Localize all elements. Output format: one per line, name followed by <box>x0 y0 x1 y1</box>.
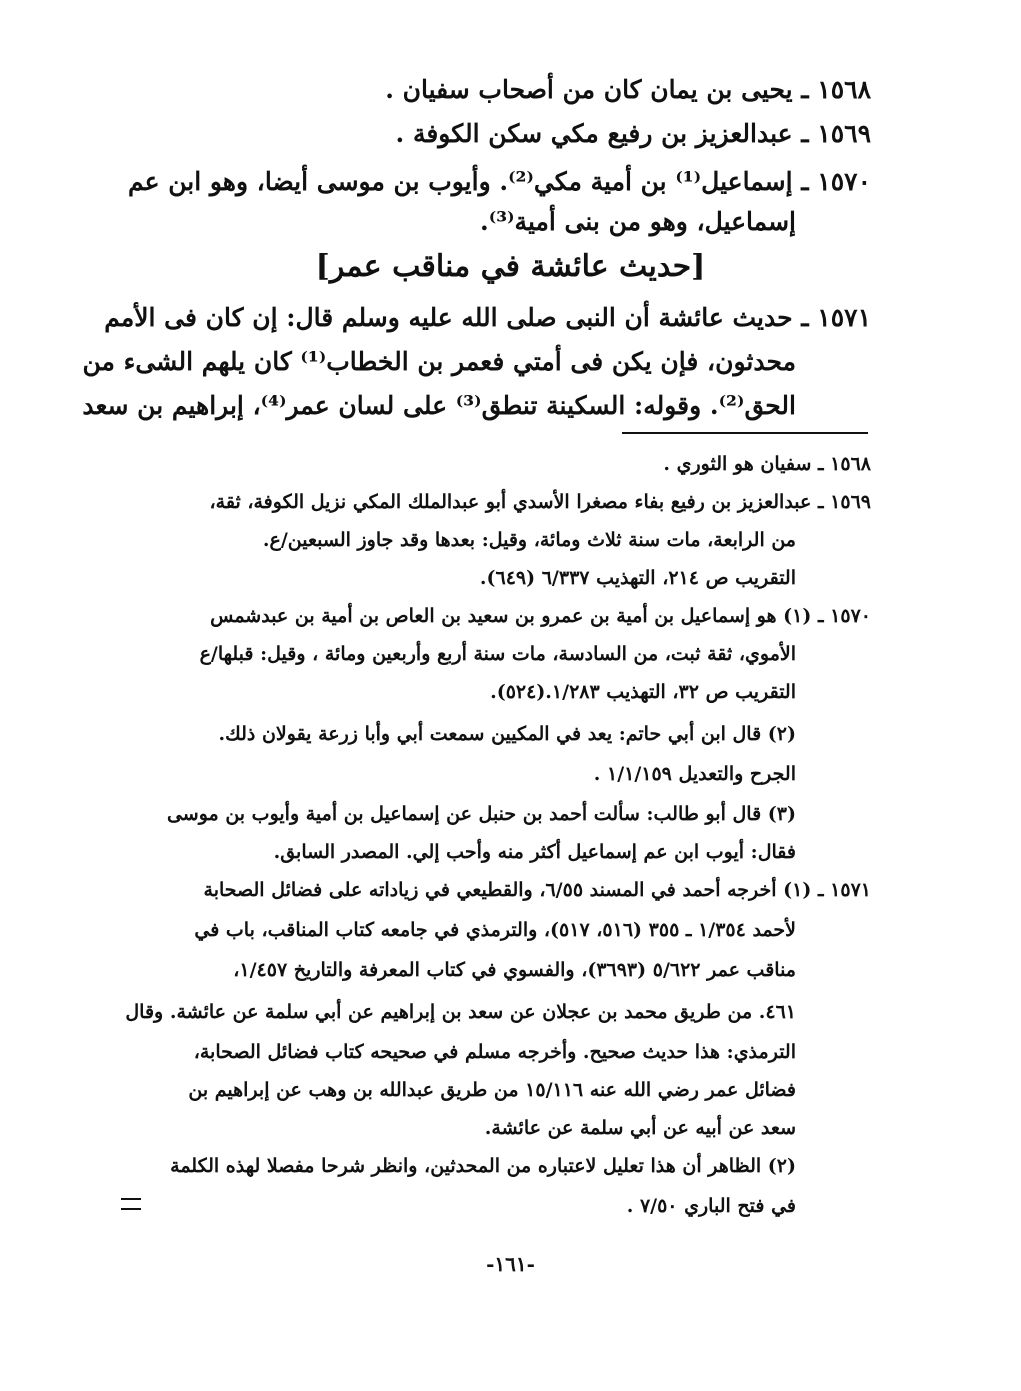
main-line: ١٥٧١ ـ حديث عائشة أن النبى صلى الله عليه وسلم قال: إن كان فى الأمم <box>104 303 871 332</box>
main-line: إسماعيل، وهو من بنى أمية⁽³⁾. <box>479 207 796 236</box>
footnote-line: في فتح الباري ٧/٥٠ . <box>626 1195 796 1217</box>
footnote-line: ٤٦١. من طريق محمد بن عجلان عن سعد بن إبراهيم عن أبي سلمة عن عائشة. وقال <box>125 1001 796 1023</box>
footnote-line: التقريب ص ٢١٤، التهذيب ٦/٣٣٧ (٦٤٩). <box>479 567 796 589</box>
footnote-line: (٣) قال أبو طالب: سألت أحمد بن حنبل عن إسماعيل بن أمية وأيوب بن موسى <box>166 803 796 825</box>
footnote-line: ١٥٦٨ ـ سفيان هو الثوري . <box>663 453 871 475</box>
page-number: -١٦١- <box>486 1252 535 1276</box>
footnote-line: الترمذي: هذا حديث صحيح. وأخرجه مسلم في صحيحه كتاب فضائل الصحابة، <box>193 1041 796 1063</box>
footnote-line: فقال: أيوب ابن عم إسماعيل أكثر منه وأحب إلي. المصدر السابق. <box>273 841 796 863</box>
footnote-line: (٢) الظاهر أن هذا تعليل لاعتباره من المحدثين، وانظر شرحا مفصلا لهذه الكلمة <box>170 1155 796 1177</box>
footnote-line: سعد عن أبيه عن أبي سلمة عن عائشة. <box>484 1117 796 1139</box>
section-heading: [حديث عائشة في مناقب عمر] <box>315 249 706 284</box>
footnote-line: ١٥٧١ ـ (١) أخرجه أحمد في المسند ٦/٥٥، والقطيعي في زياداته على فضائل الصحابة <box>203 879 871 901</box>
footnote-separator <box>622 432 868 434</box>
footnote-line: الأموي، ثقة ثبت، من السادسة، مات سنة أربع وأربعين ومائة ، وقيل: قبلها/ع <box>199 643 796 665</box>
footnote-line: من الرابعة، مات سنة ثلاث ومائة، وقيل: بعدها وقد جاوز السبعين/ع. <box>262 529 796 551</box>
continuation-mark <box>121 1198 141 1210</box>
main-line: ١٥٧٠ ـ إسماعيل⁽¹⁾ بن أمية مكي⁽²⁾. وأيوب بن موسى أيضا، وهو ابن عم <box>128 167 871 196</box>
footnote-line: ١٥٦٩ ـ عبدالعزيز بن رفيع بفاء مصغرا الأسدي أبو عبدالملك المكي نزيل الكوفة، ثقة، <box>209 491 871 513</box>
main-line: ١٥٦٨ ـ يحيى بن يمان كان من أصحاب سفيان . <box>385 75 871 104</box>
main-line: الحق⁽²⁾. وقوله: السكينة تنطق⁽³⁾ على لسان عمر⁽⁴⁾، إبراهيم بن سعد <box>82 391 796 420</box>
footnote-line: (٢) قال ابن أبي حاتم: يعد في المكيين سمعت أبي وأبا زرعة يقولان ذلك. <box>218 723 796 745</box>
footnote-line: التقريب ص ٣٢، التهذيب ١/٢٨٣.(٥٢٤). <box>490 681 796 703</box>
footnote-line: الجرح والتعديل ١/١/١٥٩ . <box>593 763 796 785</box>
footnote-line: ١٥٧٠ ـ (١) هو إسماعيل بن أمية بن عمرو بن سعيد بن العاص بن أمية بن عبدشمس <box>210 605 871 627</box>
footnote-line: فضائل عمر رضي الله عنه ١٥/١١٦ من طريق عبدالله بن وهب عن إبراهيم بن <box>188 1079 796 1101</box>
main-line: ١٥٦٩ ـ عبدالعزيز بن رفيع مكي سكن الكوفة . <box>395 119 871 148</box>
main-line: محدثون، فإن يكن فى أمتي فعمر بن الخطاب⁽¹⁾ كان يلهم الشىء من <box>82 347 796 376</box>
footnote-line: مناقب عمر ٥/٦٢٢ (٣٦٩٣)، والفسوي في كتاب المعرفة والتاريخ ١/٤٥٧، <box>233 959 796 981</box>
footnote-line: لأحمد ١/٣٥٤ ـ ٣٥٥ (٥١٦، ٥١٧)، والترمذي في جامعه كتاب المناقب، باب في <box>194 919 796 941</box>
